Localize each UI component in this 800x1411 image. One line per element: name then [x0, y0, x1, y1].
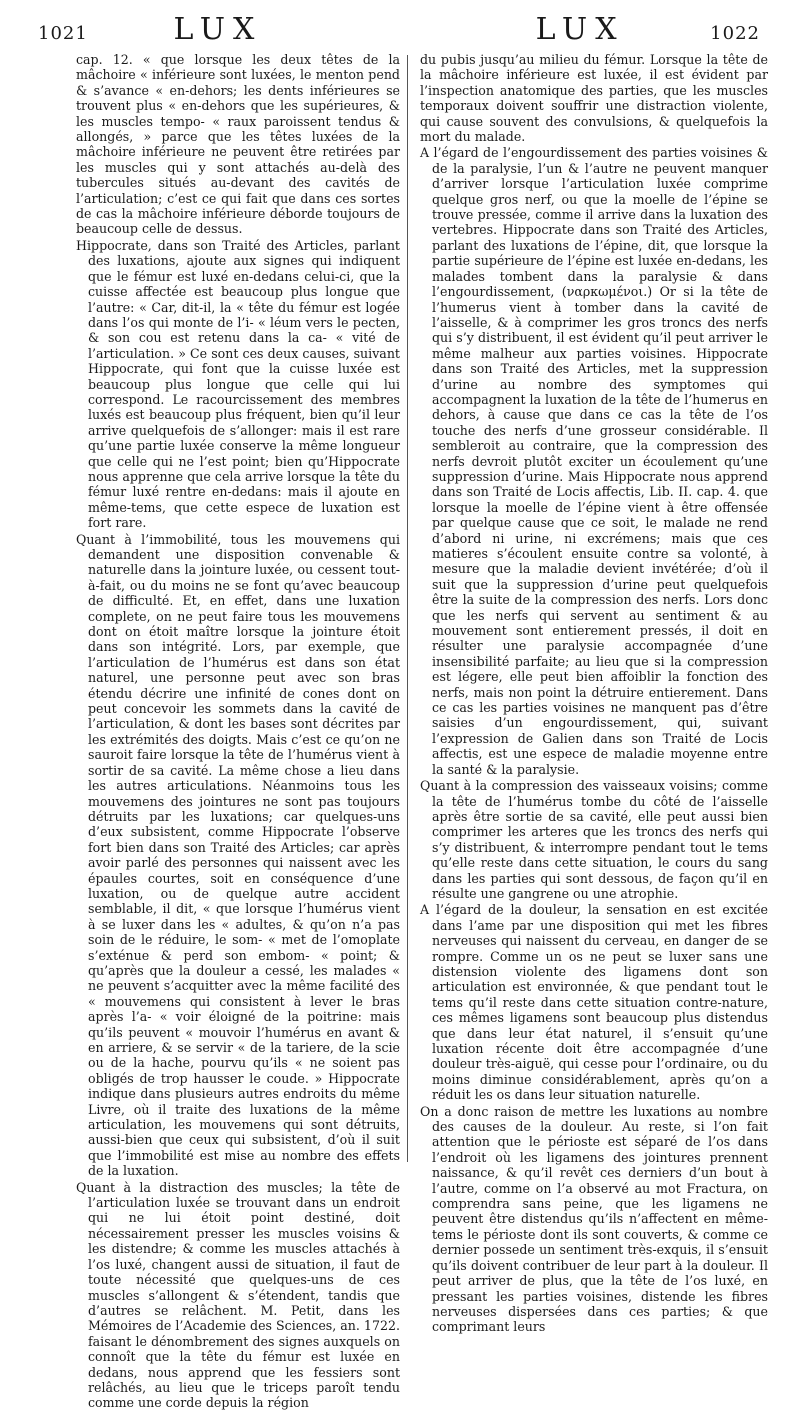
- right-header: [410, 12, 760, 47]
- right-running-title: LUX: [535, 12, 625, 47]
- left-paragraph-2: Hippocrate, dans son Traité des Articles, parlant des luxations, ajoute aux signes qui indiquent que le fémur est luxé en-dedans celui-ci, que la cuisse affectée est beaucoup plus longue que l’autre: « Car, dit-il, la « tête du fémur est logée dans l’os qui monte de l’i- « léum vers le pecten, & son cou est retenu dans la ca- « vité de l’articulation. » Ce sont ces deux causes, suivant Hippocrate, qui font que la cuisse luxée est beaucoup plus longue que celle qui lui correspond. Le racourcissement des membres luxés est beaucoup plus fréquent, bien qu’il leur arrive quelquefois de s’allonger: mais il est rare qu’une partie luxée conserve la même longueur que celle qui ne l’est point; bien qu’Hippocrate nous apprenne que cela arrive lorsque la tête du fémur luxé rentre en-dedans: mais il ajoute en même-tems, que cette espece de luxation est fort rare.: [76, 237, 400, 531]
- column-divider: [407, 55, 408, 1162]
- left-paragraph-3: Quant à l’immobilité, tous les mouvemens qui demandent une disposition convenable & naturelle dans la jointure luxée, ou cessent tout-à-fait, ou du moins ne se font qu’avec beaucoup de difficulté. Et, en effet, dans une luxation complete, on ne peut faire tous les mouvemens dont on étoit maître lorsque la jointure étoit dans son intégrité. Lors, par exemple, que l’articulation de l’humérus est dans son état naturel, une personne peut avec son bras étendu décrire une infinité de cones dont on peut concevoir les sommets dans la cavité de l’articulation, & dont les bases sont décrites par les extrémités des doigts. Mais c’est ce qu’on ne sauroit faire lorsque la tête de l’humérus vient à sortir de sa cavité. La même chose a lieu dans les autres articulations. Néanmoins tous les mouvemens des jointures ne sont pas toujours détruits par les luxations; car quelques-uns d’eux subsistent, comme Hippocrate l’observe fort bien dans son Traité des Articles; car après avoir parlé des personnes qui naissent avec les épaules courtes, soit en conséquence d’une luxation, ou de quelque autre accident semblable, il dit, « que lorsque l’humérus vient à se luxer dans les « adultes, & qu’on n’a pas soin de le réduire, le som- « met de l’omoplate s’exténue & perd son embom- « point; & qu’après que la douleur a cessé, les malades « ne peuvent s’acquitter avec la même facilité des « mouvemens qui consistent à lever le bras après l’a- « voir éloigné de la poitrine: mais qu’ils peuvent « mouvoir l’humérus en avant & en arriere, & se servir « de la tariere, de la scie ou de la hache, pourvu qu’ils « ne soient pas obligés de trop hausser le coude. » Hippocrate indique dans plusieurs autres endroits du même Livre, où il traite des luxations de la même articulation, les mouvemens qui sont détruits, aussi-bien que ceux qui subsistent, d’où il suit que l’immobilité est mise au nombre des effets de la luxation.: [76, 531, 400, 1179]
- right-column: [420, 52, 768, 1335]
- left-paragraph-4: Quant à la distraction des muscles; la tête de l’articulation luxée se trouvant dans un endroit qui ne lui étoit point destiné, doit nécessairement presser les muscles voisins & les distendre; & comme les muscles attachés à l’os luxé, changent aussi de situation, il faut de toute nécessité que quelques-uns de ces muscles s’allongent & s’étendent, tandis que d’autres se relâchent. M. Petit, dans les Mémoires de l’Academie des Sciences, an. 1722. faisant le dénombrement des signes auxquels on connoît que la tête du fémur est luxée en dedans, nous apprend que les fessiers sont relâchés, au lieu que le triceps paroît tendu comme une corde depuis la région: [76, 1179, 400, 1411]
- left-running-title: LUX: [173, 12, 263, 47]
- left-paragraph-1: cap. 12. « que lorsque les deux têtes de la mâchoire « inférieure sont luxées, le menton pend & s’avance « en-dehors; les dents inférieures se trouvent plus « en-dehors que les supérieures, & les muscles tempo- « raux paroissent tendus & allongés, » parce que les têtes luxées de la mâchoire inférieure ne peuvent être retirées par les muscles qui y sont attachés au-delà des tubercules situés au-devant des cavités de l’articulation; c’est ce qui fait que dans ces sortes de cas la mâchoire inférieure déborde toujours de beaucoup celle de dessus.: [76, 52, 400, 237]
- left-header: [38, 12, 388, 47]
- left-page-number: 1021: [38, 23, 88, 44]
- right-paragraph-4: A l’égard de la douleur, la sensation en est excitée dans l’ame par une disposition qui met les fibres nerveuses qui naissent du cerveau, en danger de se rompre. Comme un os ne peut se luxer sans une distension violente des ligamens dont son articulation est environnée, & que pendant tout le tems qu’il reste dans cette situation contre-nature, ces mêmes ligamens sont beaucoup plus distendus que dans leur état naturel, il s’ensuit qu’une luxation récente doit être accompagnée d’une douleur très-aiguë, qui cesse pour l’ordinaire, ou du moins diminue considérablement, après qu’on a réduit les os dans leur situation naturelle.: [420, 902, 768, 1103]
- left-column: [76, 52, 400, 1411]
- right-paragraph-1: du pubis jusqu’au milieu du fémur. Lorsque la tête de la mâchoire inférieure est luxée, il est évident par l’inspection anatomique des parties, que les muscles temporaux doivent souffrir une distraction violente, qui cause souvent des convulsions, & quelquefois la mort du malade.: [420, 52, 768, 145]
- right-paragraph-5: On a donc raison de mettre les luxations au nombre des causes de la douleur. Au reste, si l’on fait attention que le périoste est séparé de l’os dans l’endroit où les ligamens des jointures prennent naissance, & qu’il revêt ces derniers d’un bout à l’autre, comme on l’a observé au mot Fractura, on comprendra sans peine, que les ligamens ne peuvent être distendus qu’ils n’affectent en même-tems le périoste dont ils sont couverts, & comme ce dernier possede un sentiment très-exquis, il s’ensuit qu’ils doivent contribuer de leur part à la douleur. Il peut arriver de plus, que la tête de l’os luxé, en pressant les parties voisines, distende les fibres nerveuses dispersées dans ces parties; & que comprimant leurs: [420, 1103, 768, 1335]
- right-paragraph-3: Quant à la compression des vaisseaux voisins; comme la tête de l’humérus tombe du côté de l’aisselle après être sortie de sa cavité, elle peut aussi bien comprimer les arteres que les troncs des nerfs qui s’y distribuent, & interrompre pendant tout le tems qu’elle reste dans cette situation, le cours du sang dans les parties qui sont dessous, de façon qu’il en résulte une gangrene ou une atrophie.: [420, 778, 768, 901]
- right-paragraph-2: A l’égard de l’engourdissement des parties voisines & de la paralysie, l’un & l’autre ne peuvent manquer d’arriver lorsque l’articulation luxée comprime quelque gros nerf, ou que la moelle de l’épine se trouve pressée, comme il arrive dans la luxation des vertebres. Hippocrate dans son Traité des Articles, parlant des luxations de l’épine, dit, que lorsque la partie supérieure de l’épine est luxée en-dedans, les malades tombent dans la paralysie & dans l’engourdissement, (ναρκωμένοι.) Or si la tête de l’humerus vient à tomber dans la cavité de l’aisselle, & à comprimer les gros troncs des nerfs qui s’y distribuent, il est évident qu’il peut arriver le même malheur aux parties voisines. Hippocrate dans son Traité des Articles, met la suppression d’urine au nombre des symptomes qui accompagnent la luxation de la tête de l’humerus en dehors, à cause que dans ce cas la tête de l’os touche des nerfs d’une grosseur considérable. Il sembleroit au contraire, que la compression des nerfs devroit plutôt exciter un écoulement qu’une suppression d’urine. Mais Hippocrate nous apprend dans son Traité de Locis affectis, Lib. II. cap. 4. que lorsque la moelle de l’épine vient à être offensée par quelque cause que ce soit, le malade ne rend d’abord ni urine, ni excrémens; mais que ces matieres s’écoulent ensuite contre sa volonté, à mesure que la maladie devient invétérée; d’où il suit que la suppression d’urine peut quelquefois être la suite de la compression des nerfs. Lors donc que les nerfs qui servent au sentiment & au mouvement sont entierement pressés, il doit en résulter une paralysie accompagnée d’une insensibilité parfaite; au lieu que si la compression est légere, elle peut bien affoiblir la fonction des nerfs, mais non point la détruire entierement. Dans ce cas les parties voisines ne manquent pas d’être saisies d’un engourdissement, qui, suivant l’expression de Galien dans son Traité de Locis affectis, est une espece de maladie moyenne entre la santé & la paralysie.: [420, 145, 768, 777]
- running-header: [38, 12, 760, 52]
- right-page-number: 1022: [710, 23, 760, 44]
